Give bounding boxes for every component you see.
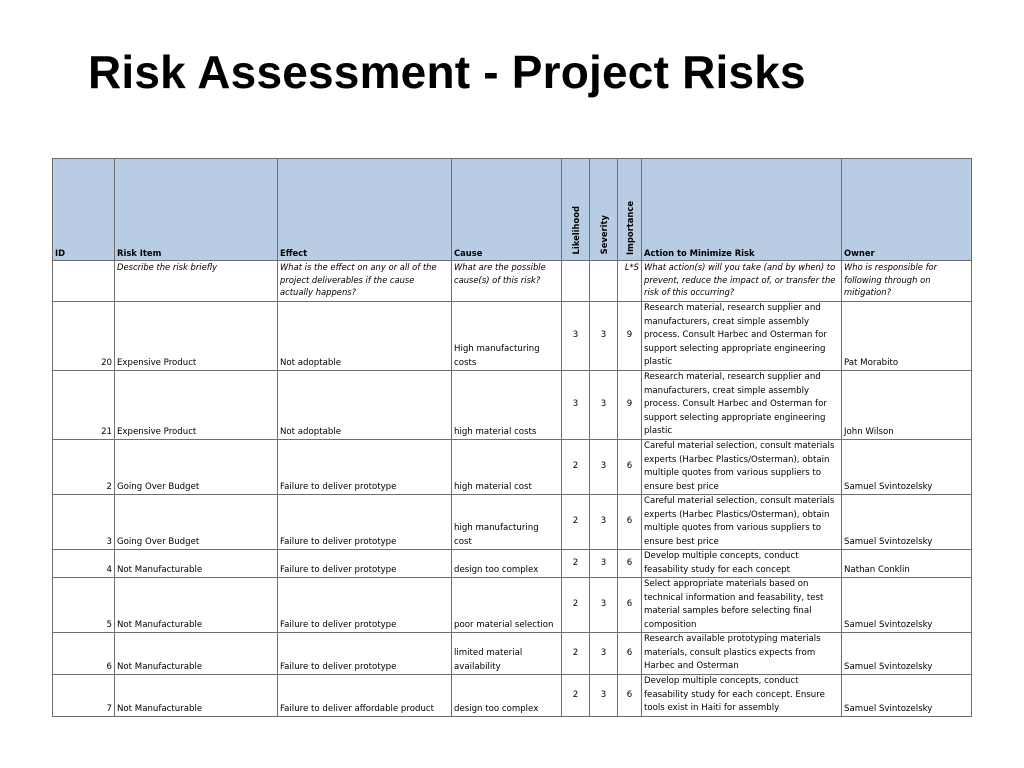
header-action: Action to Minimize Risk [642,159,842,261]
row-id: 21 [53,371,115,440]
row-risk-item: Expensive Product [115,302,278,371]
row-cause: design too complex [452,550,562,578]
risk-table [52,158,972,717]
row-action: Careful material selection, consult materials experts (Harbec Plastics/Osterman), obtain multiple quotes from various suppliers to ensure best price [642,495,842,550]
row-effect: Not adoptable [278,302,452,371]
row-action: Research material, research supplier and manufacturers, creat simple assembly process. Consult Harbec and Osterman for support selecting appropriate engineering plastic [642,302,842,371]
row-cause: high material cost [452,440,562,495]
row-risk-item: Not Manufacturable [115,633,278,675]
row-id: 5 [53,578,115,633]
row-risk-item: Not Manufacturable [115,578,278,633]
row-risk-item: Not Manufacturable [115,550,278,578]
row-id: 2 [53,440,115,495]
row-owner: Samuel Svintozelsky [842,675,972,717]
row-importance: 6 [618,440,642,495]
header-importance [618,159,642,261]
table-row [53,495,972,550]
guide-likelihood [562,261,590,302]
row-importance: 9 [618,302,642,371]
header-risk-item: Risk Item [115,159,278,261]
row-severity: 3 [590,302,618,371]
row-action: Research available prototyping materials materials, consult plastics expects from Harbec and Osterman [642,633,842,675]
row-severity: 3 [590,495,618,550]
row-action: Develop multiple concepts, conduct feasability study for each concept [642,550,842,578]
row-owner: Samuel Svintozelsky [842,578,972,633]
header-likelihood-label: Likelihood [570,206,581,255]
row-risk-item: Going Over Budget [115,495,278,550]
row-likelihood: 2 [562,633,590,675]
row-cause: limited material availability [452,633,562,675]
row-importance: 6 [618,675,642,717]
table-row [53,440,972,495]
table-row [53,550,972,578]
row-id: 4 [53,550,115,578]
row-importance: 6 [618,550,642,578]
table-row [53,302,972,371]
row-severity: 3 [590,440,618,495]
row-severity: 3 [590,550,618,578]
row-effect: Not adoptable [278,371,452,440]
row-likelihood: 3 [562,302,590,371]
table-row [53,578,972,633]
row-cause: High manufacturing costs [452,302,562,371]
row-importance: 6 [618,495,642,550]
row-action: Careful material selection, consult materials experts (Harbec Plastics/Osterman), obtain multiple quotes from various suppliers to ensure best price [642,440,842,495]
row-id: 7 [53,675,115,717]
row-likelihood: 2 [562,578,590,633]
header-id: ID [53,159,115,261]
header-effect: Effect [278,159,452,261]
table-row [53,371,972,440]
row-importance: 6 [618,633,642,675]
row-action: Select appropriate materials based on technical information and feasability, test material samples before selecting final composition [642,578,842,633]
row-owner: Nathan Conklin [842,550,972,578]
guide-owner: Who is responsible for following through on mitigation? [842,261,972,302]
table-row [53,633,972,675]
row-effect: Failure to deliver prototype [278,495,452,550]
guidance-row [53,261,972,302]
row-risk-item: Expensive Product [115,371,278,440]
row-effect: Failure to deliver prototype [278,578,452,633]
row-effect: Failure to deliver affordable product [278,675,452,717]
slide-title: Risk Assessment - Project Risks [88,46,806,98]
row-likelihood: 2 [562,440,590,495]
row-owner: John Wilson [842,371,972,440]
row-risk-item: Not Manufacturable [115,675,278,717]
row-action: Develop multiple concepts, conduct feasability study for each concept. Ensure tools exist in Haiti for assembly [642,675,842,717]
row-likelihood: 2 [562,675,590,717]
row-risk-item: Going Over Budget [115,440,278,495]
row-cause: poor material selection [452,578,562,633]
row-id: 3 [53,495,115,550]
guide-risk-item: Describe the risk briefly [115,261,278,302]
table-row [53,675,972,717]
row-cause: high manufacturing cost [452,495,562,550]
header-severity-label: Severity [598,215,609,255]
header-importance-label: Importance [624,200,635,255]
row-id: 6 [53,633,115,675]
header-owner: Owner [842,159,972,261]
row-likelihood: 2 [562,495,590,550]
row-importance: 9 [618,371,642,440]
guide-id [53,261,115,302]
header-row [53,159,972,261]
row-effect: Failure to deliver prototype [278,440,452,495]
row-id: 20 [53,302,115,371]
guide-cause: What are the possible cause(s) of this risk? [452,261,562,302]
guide-severity [590,261,618,302]
row-action: Research material, research supplier and manufacturers, creat simple assembly process. Consult Harbec and Osterman for support selecting appropriate engineering plastic [642,371,842,440]
row-importance: 6 [618,578,642,633]
row-cause: design too complex [452,675,562,717]
guide-effect: What is the effect on any or all of the project deliverables if the cause actually happens? [278,261,452,302]
header-cause: Cause [452,159,562,261]
row-severity: 3 [590,371,618,440]
row-owner: Samuel Svintozelsky [842,495,972,550]
row-severity: 3 [590,578,618,633]
guide-action: What action(s) will you take (and by when) to prevent, reduce the impact of, or transfer the risk of this occurring? [642,261,842,302]
row-likelihood: 3 [562,371,590,440]
header-severity [590,159,618,261]
row-likelihood: 2 [562,550,590,578]
row-severity: 3 [590,675,618,717]
row-effect: Failure to deliver prototype [278,550,452,578]
row-cause: high material costs [452,371,562,440]
row-effect: Failure to deliver prototype [278,633,452,675]
row-owner: Samuel Svintozelsky [842,440,972,495]
row-owner: Samuel Svintozelsky [842,633,972,675]
row-severity: 3 [590,633,618,675]
guide-importance: L*S [618,261,642,302]
header-likelihood [562,159,590,261]
row-owner: Pat Morabito [842,302,972,371]
